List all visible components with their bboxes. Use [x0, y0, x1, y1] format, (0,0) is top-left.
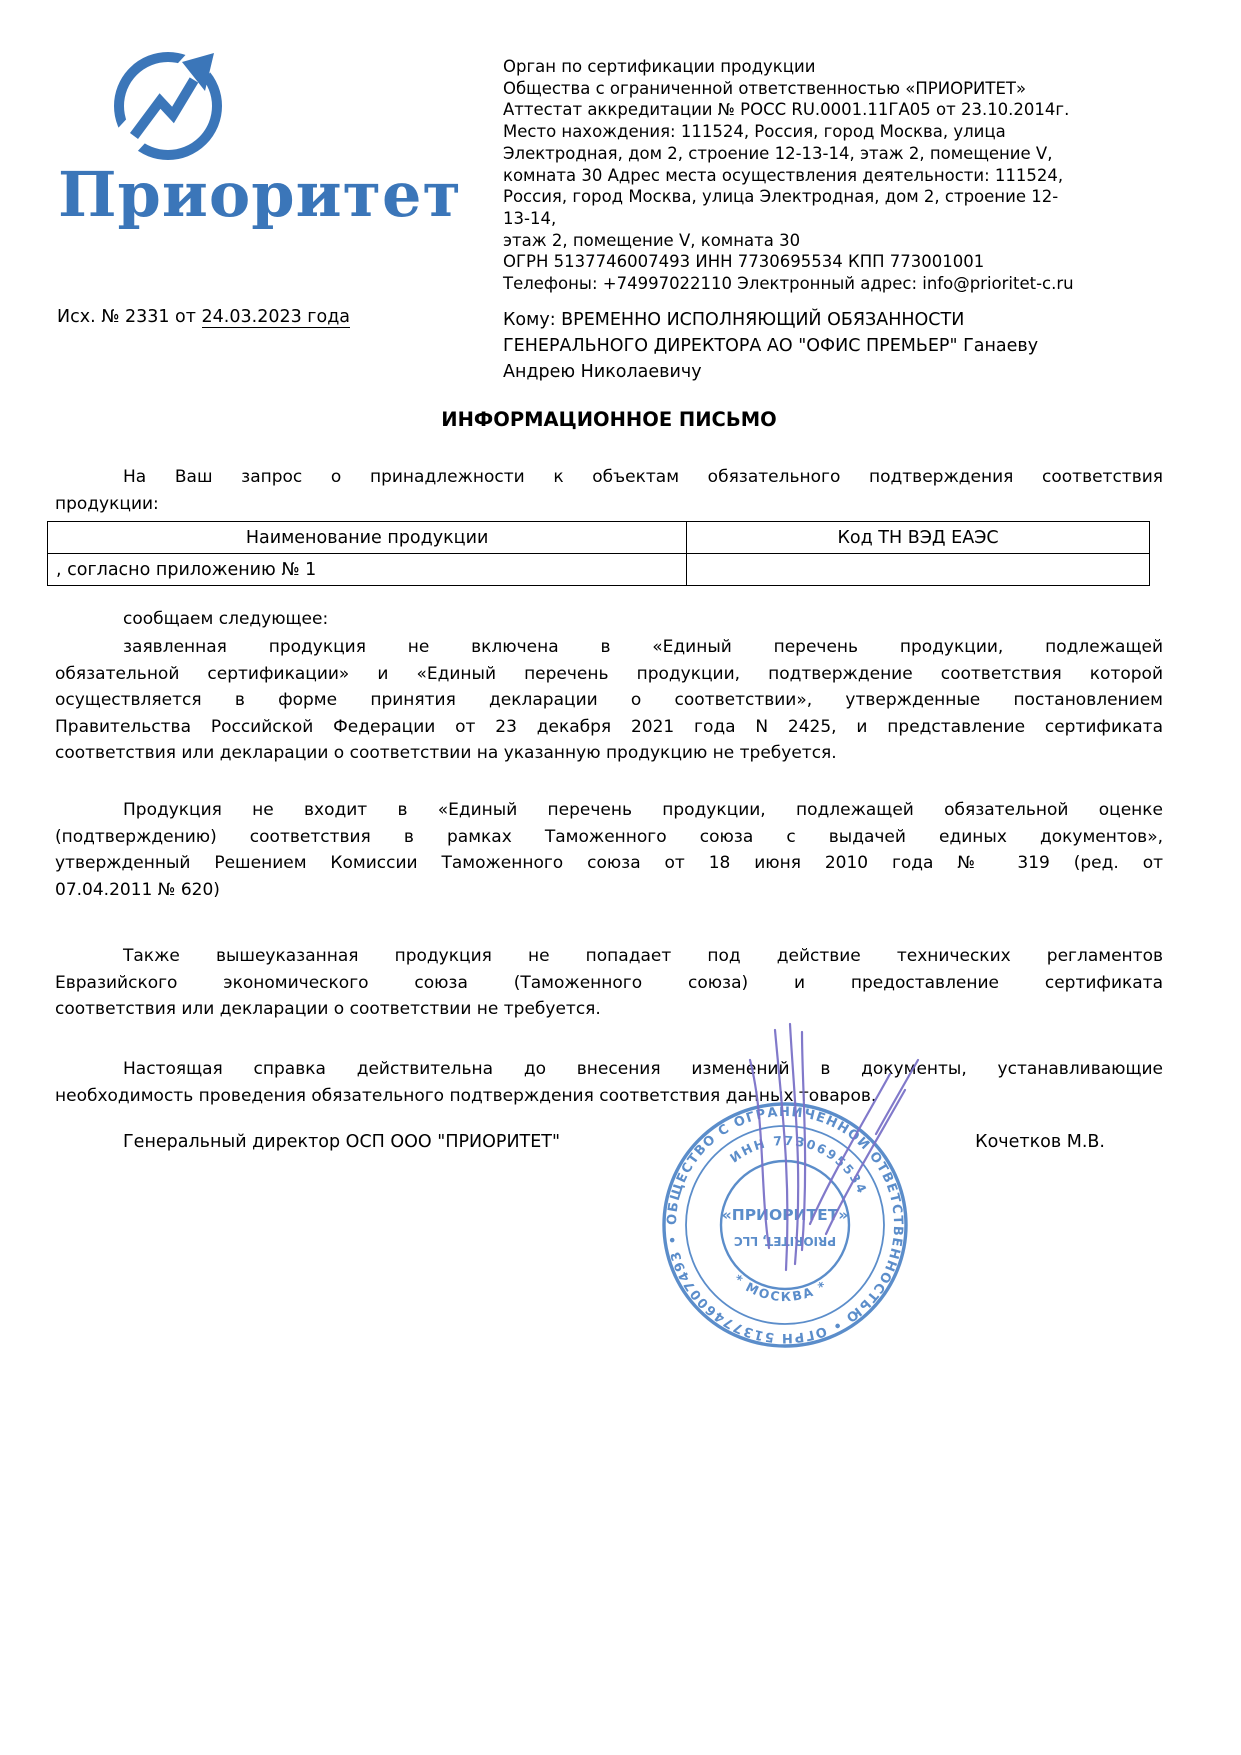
paragraph-line: осуществляется в форме принятия декларации о соответствии», утвержденные постановлением — [55, 690, 1163, 710]
handwritten-signature — [690, 1018, 950, 1318]
outgoing-number: Исх. № 2331 от — [57, 307, 202, 327]
paragraph-line: Евразийского экономического союза (Таможенного союза) и предоставление сертификата — [55, 972, 1163, 993]
org-info-line: Электродная, дом 2, строение 12-13-14, этаж 2, помещение V, — [503, 143, 1053, 163]
signature-row — [55, 1132, 1163, 1152]
paragraph-validity — [55, 1056, 1163, 1109]
paragraph-technical-regulations — [55, 943, 1163, 1023]
after-table-note: сообщаем следующее: — [123, 609, 329, 629]
paragraph-line: Также вышеуказанная продукция не попадает под действие технических регламентов — [123, 946, 1163, 966]
stamp-center-text: «ПРИОРИТЕТ» — [721, 1206, 849, 1224]
paragraph-line: соответствия или декларации о соответствии на указанную продукцию не требуется. — [55, 743, 837, 763]
table-header-tnved-code: Код ТН ВЭД ЕАЭС — [687, 522, 1150, 554]
org-info-line: этаж 2, помещение V, комната 30 — [503, 230, 801, 250]
org-info-line: Аттестат аккредитации № РОСС RU.0001.11ГА05 от 23.10.2014г. — [503, 100, 1070, 120]
arrow-circle-logo-icon — [110, 48, 226, 164]
paragraph-line: Продукция не входит в «Единый перечень продукции, подлежащей обязательной оценке — [123, 800, 1163, 820]
recipient-block: Кому: ВРЕМЕННО ИСПОЛНЯЮЩИЙ ОБЯЗАННОСТИ ГЕНЕРАЛЬНОГО ДИРЕКТОРА АО "ОФИС ПРЕМЬЕР" Ганаеву Андрею Николаевичу — [503, 310, 1039, 382]
signature-position: Генеральный директор ОСП ООО "ПРИОРИТЕТ" — [123, 1132, 561, 1152]
table-header-row — [48, 522, 1150, 554]
paragraph-line: необходимость проведения обязательного подтверждения соответствия данных товаров. — [55, 1085, 877, 1106]
intro-line: продукции: — [55, 493, 159, 514]
paragraph-line: утвержденный Решением Комиссии Таможенного союза от 18 июня 2010 года № 319 (ред. от — [55, 853, 1163, 873]
intro-line: На Ваш запрос о принадлежности к объектам обязательного подтверждения соответствия — [123, 467, 1163, 487]
signature-name: Кочетков М.В. — [975, 1132, 1105, 1152]
org-info-line: ОГРН 5137746007493 ИНН 7730695534 КПП 773001001 — [503, 252, 985, 272]
paragraph-line: (подтверждению) соответствия в рамках Таможенного союза с выдачей единых документов», — [55, 826, 1163, 847]
paragraph-line: Правительства Российской Федерации от 23 декабря 2021 года N 2425, и представление сертификата — [55, 716, 1163, 737]
paragraph-line: соответствия или декларации о соответствии не требуется. — [55, 999, 601, 1019]
paragraph-line: 07.04.2011 № 620) — [55, 879, 220, 900]
stamp-inn-text: ИНН 7730695534 — [726, 1132, 871, 1198]
stamp-city-text: * МОСКВА * — [730, 1271, 831, 1305]
stamp-center-subtext: PRIORITET, LLC — [733, 1234, 837, 1248]
brand-wordmark: Приоритет — [58, 158, 462, 231]
paragraph-line: заявленная продукция не включена в «Единый перечень продукции, подлежащей — [123, 637, 1163, 657]
outgoing-reference — [57, 307, 350, 327]
org-info-line: Россия, город Москва, улица Электродная, дом 2, строение 12-13-14, — [503, 187, 1059, 228]
stamp-ring-text: ОБЩЕСТВО С ОГРАНИЧЕННОЙ ОТВЕТСТВЕННОСТЬЮ • ОГРН 5137746007493 • — [664, 1104, 906, 1346]
letter-title: ИНФОРМАЦИОННОЕ ПИСЬМО — [441, 408, 777, 431]
org-info-line: комната 30 Адрес места осуществления деятельности: 111524, — [503, 165, 1064, 185]
org-info-line: Место нахождения: 111524, Россия, город Москва, улица — [503, 122, 1006, 142]
outgoing-date: 24.03.2023 года — [201, 307, 351, 327]
org-info-line: Орган по сертификации продукции — [503, 57, 816, 76]
table-header-product-name: Наименование продукции — [48, 522, 687, 554]
paragraph-line: обязательной сертификации» и «Единый перечень продукции, подтверждение соответствия которой — [55, 663, 1163, 684]
org-info-line: Общества с ограниченной ответственностью «ПРИОРИТЕТ» — [503, 78, 1027, 98]
org-info-line: Телефоны: +74997022110 Электронный адрес: info@prioritet-c.ru — [503, 274, 1074, 294]
table-row — [48, 554, 1150, 586]
table-cell-product-name: , согласно приложению № 1 — [48, 554, 687, 586]
paragraph-certification — [55, 634, 1163, 767]
table-cell-tnved-code — [687, 554, 1150, 586]
paragraph-line: Настоящая справка действительна до внесения изменений в документы, устанавливающие — [123, 1059, 1163, 1079]
paragraph-customs-union — [55, 797, 1163, 903]
org-info-block — [503, 56, 1078, 295]
products-table — [47, 521, 1150, 586]
intro-paragraph — [55, 464, 1163, 517]
